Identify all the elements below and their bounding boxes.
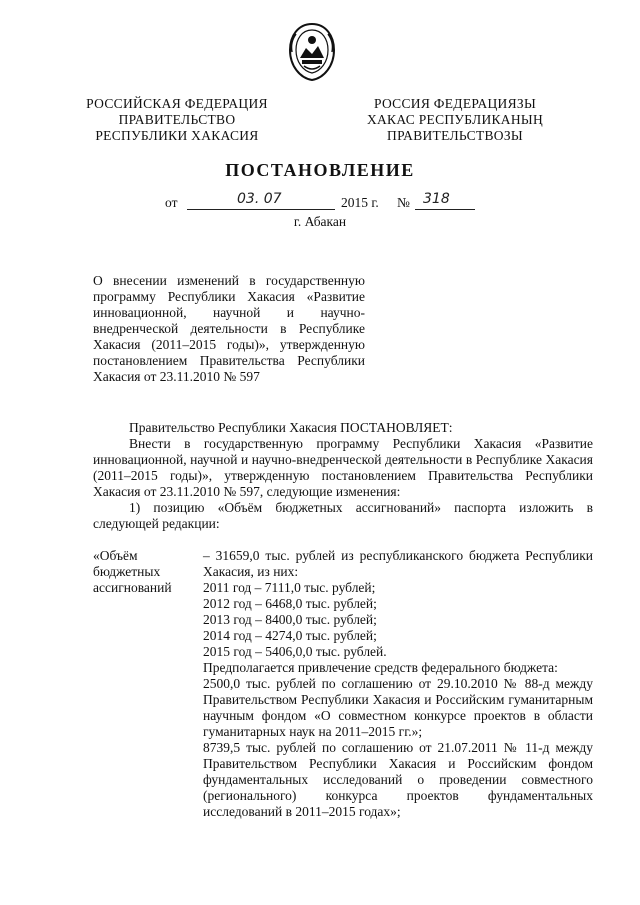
from-label: от (165, 195, 178, 210)
number-label: № (397, 195, 410, 210)
header-left-line: РЕСПУБЛИКИ ХАКАСИЯ (95, 128, 259, 143)
allocation-line: 2014 год – 4274,0 тыс. рублей; (203, 628, 377, 643)
year-label: 2015 г. (341, 195, 379, 210)
allocation-line: 2013 год – 8400,0 тыс. рублей; (203, 612, 377, 627)
header-left-line: РОССИЙСКАЯ ФЕДЕРАЦИЯ (86, 96, 268, 111)
header-right-khakas (350, 96, 560, 144)
document-body (93, 420, 593, 532)
coat-of-arms-emblem (286, 22, 338, 82)
subject-block: О внесении изменений в государственную программу Республики Хакасия «Развитие инновационной, научной и научно-внедренческой деятельности в Республике Хакасия (2011–2015 годы)», утвержденную постановлением Правительства Республики Хакасия от 23.11.2010 № 597 (93, 273, 365, 384)
allocation-line: – 31659,0 тыс. рублей из республиканского бюджета Республики Хакасия, из них: (203, 548, 593, 579)
header-right-line: ПРАВИТЕЛЬСТВОЗЫ (387, 128, 523, 143)
handwritten-date: 03. 07 (237, 191, 282, 207)
allocation-label: «Объём бюджетных ассигнований (93, 548, 172, 595)
header-right-line: РОССИЯ ФЕДЕРАЦИЯЗЫ (373, 96, 537, 111)
date-underline (187, 209, 335, 210)
header-left-russian (72, 96, 282, 144)
document-title: ПОСТАНОВЛЕНИЕ (225, 160, 415, 180)
header-left-line: ПРАВИТЕЛЬСТВО (118, 112, 236, 127)
allocation-line: 8739,5 тыс. рублей по соглашению от 21.07.2011 № 11-д между Правительством Республики Хакасия и Российским фондом фундаментальных исследований о проведении совместного (регионального) конкурса проектов фундаментальных исследований в 2011–2015 годах»; (203, 740, 593, 819)
allocation-line: 2015 год – 5406,0,0 тыс. рублей. (203, 644, 387, 659)
body-paragraph: Правительство Республики Хакасия ПОСТАНОВЛЯЕТ: (129, 420, 453, 435)
allocation-line: 2012 год – 6468,0 тыс. рублей; (203, 596, 377, 611)
allocation-line: Предполагается привлечение средств федерального бюджета: (203, 660, 558, 675)
number-underline (415, 209, 475, 210)
handwritten-number: 318 (423, 191, 450, 207)
city-name: г. Абакан (293, 214, 347, 229)
allocation-line: 2500,0 тыс. рублей по соглашению от 29.10.2010 № 88-д между Правительством Республики Хакасия и Российским гуманитарным научным фондом «О совместном конкурсе проектов в области гуманитарных наук на 2011–2015 гг.»; (203, 676, 593, 739)
date-number-line (165, 191, 485, 215)
allocation-line: 2011 год – 7111,0 тыс. рублей; (203, 580, 376, 595)
allocation-value (203, 548, 593, 820)
body-paragraph: Внести в государственную программу Республики Хакасия «Развитие инновационной, научной и научно-внедренческой деятельности в Республике Хакасия (2011–2015 годы)», утвержденную постановлением Правительства Республики Хакасия от 23.11.2010 № 597, следующие изменения: (93, 436, 593, 499)
header-right-line: ХАКАС РЕСПУБЛИКАНЫҢ (366, 112, 544, 127)
body-paragraph: 1) позицию «Объём бюджетных ассигнований» паспорта изложить в следующей редакции: (93, 500, 593, 531)
